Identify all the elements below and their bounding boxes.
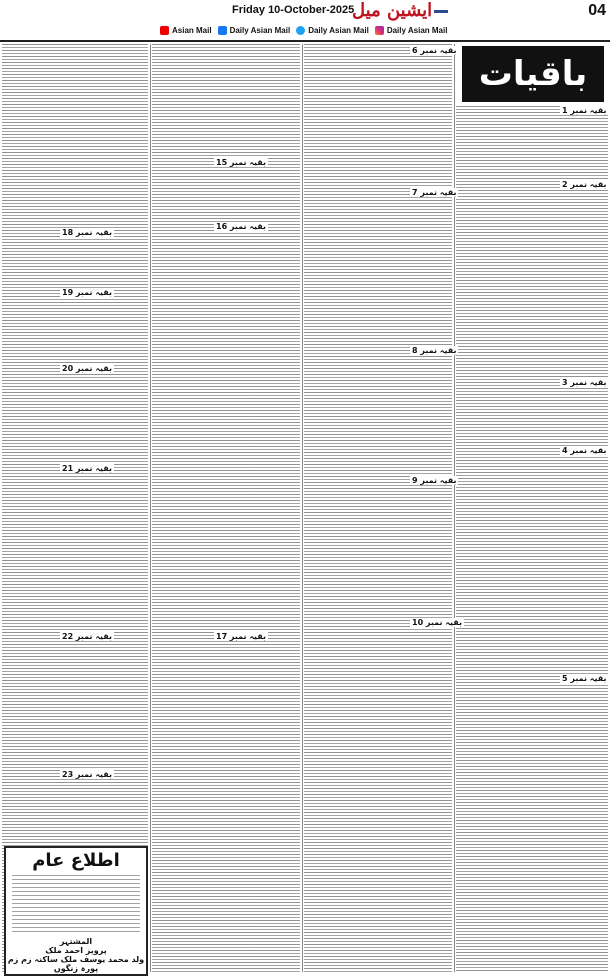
column-divider	[454, 44, 455, 972]
social-facebook[interactable]: Daily Asian Mail	[218, 23, 291, 37]
social-youtube[interactable]: Asian Mail	[160, 23, 212, 37]
continuation-head: بقیہ نمبر 20	[62, 364, 113, 373]
continuation-head: بقیہ نمبر 15	[216, 158, 267, 167]
facebook-icon	[218, 26, 227, 35]
column-2	[152, 44, 300, 972]
social-instagram[interactable]: Daily Asian Mail	[375, 23, 448, 37]
continuation-head: بقیہ نمبر 19	[62, 288, 113, 297]
issue-date: Friday 10-October-2025	[232, 4, 355, 16]
notice-body	[12, 875, 140, 933]
youtube-icon	[160, 26, 169, 35]
continuation-head: بقیہ نمبر 23	[62, 770, 113, 779]
twitter-icon	[296, 26, 305, 35]
notice-address: ولد محمد یوسف ملک ساکنہ زم زم پورہ زنگوں	[7, 955, 145, 973]
social-links	[0, 23, 610, 37]
notice-label: المشتہر	[59, 937, 93, 946]
column-1	[2, 44, 148, 972]
continuation-head: بقیہ نمبر 2	[562, 180, 607, 189]
continuation-head: بقیہ نمبر 6	[412, 46, 457, 55]
continuation-head: بقیہ نمبر 18	[62, 228, 113, 237]
continuation-head: بقیہ نمبر 7	[412, 188, 457, 197]
continuation-head: بقیہ نمبر 10	[412, 618, 463, 627]
column-divider	[150, 44, 151, 972]
social-twitter[interactable]: Daily Asian Mail	[296, 23, 369, 37]
page-number: 04	[588, 2, 606, 19]
continuation-head: بقیہ نمبر 5	[562, 674, 607, 683]
continuation-head: بقیہ نمبر 4	[562, 446, 607, 455]
continuation-head: بقیہ نمبر 3	[562, 378, 607, 387]
column-4	[456, 106, 608, 972]
continuation-head: بقیہ نمبر 16	[216, 222, 267, 231]
public-notice-box	[4, 846, 148, 976]
instagram-icon	[375, 26, 384, 35]
continuation-head: بقیہ نمبر 8	[412, 346, 457, 355]
column-3	[304, 44, 452, 972]
section-banner: باقیات	[462, 46, 604, 102]
continuation-head: بقیہ نمبر 21	[62, 464, 113, 473]
column-divider	[302, 44, 303, 972]
notice-title: اطلاع عام	[32, 850, 120, 871]
notice-name: پرویز احمد ملک	[45, 946, 107, 955]
newspaper-logo: ایشین میل	[352, 0, 448, 21]
continuation-head: بقیہ نمبر 17	[216, 632, 267, 641]
continuation-head: بقیہ نمبر 22	[62, 632, 113, 641]
continuation-head: بقیہ نمبر 1	[562, 106, 607, 115]
continuation-head: بقیہ نمبر 9	[412, 476, 457, 485]
page-header	[0, 0, 610, 42]
